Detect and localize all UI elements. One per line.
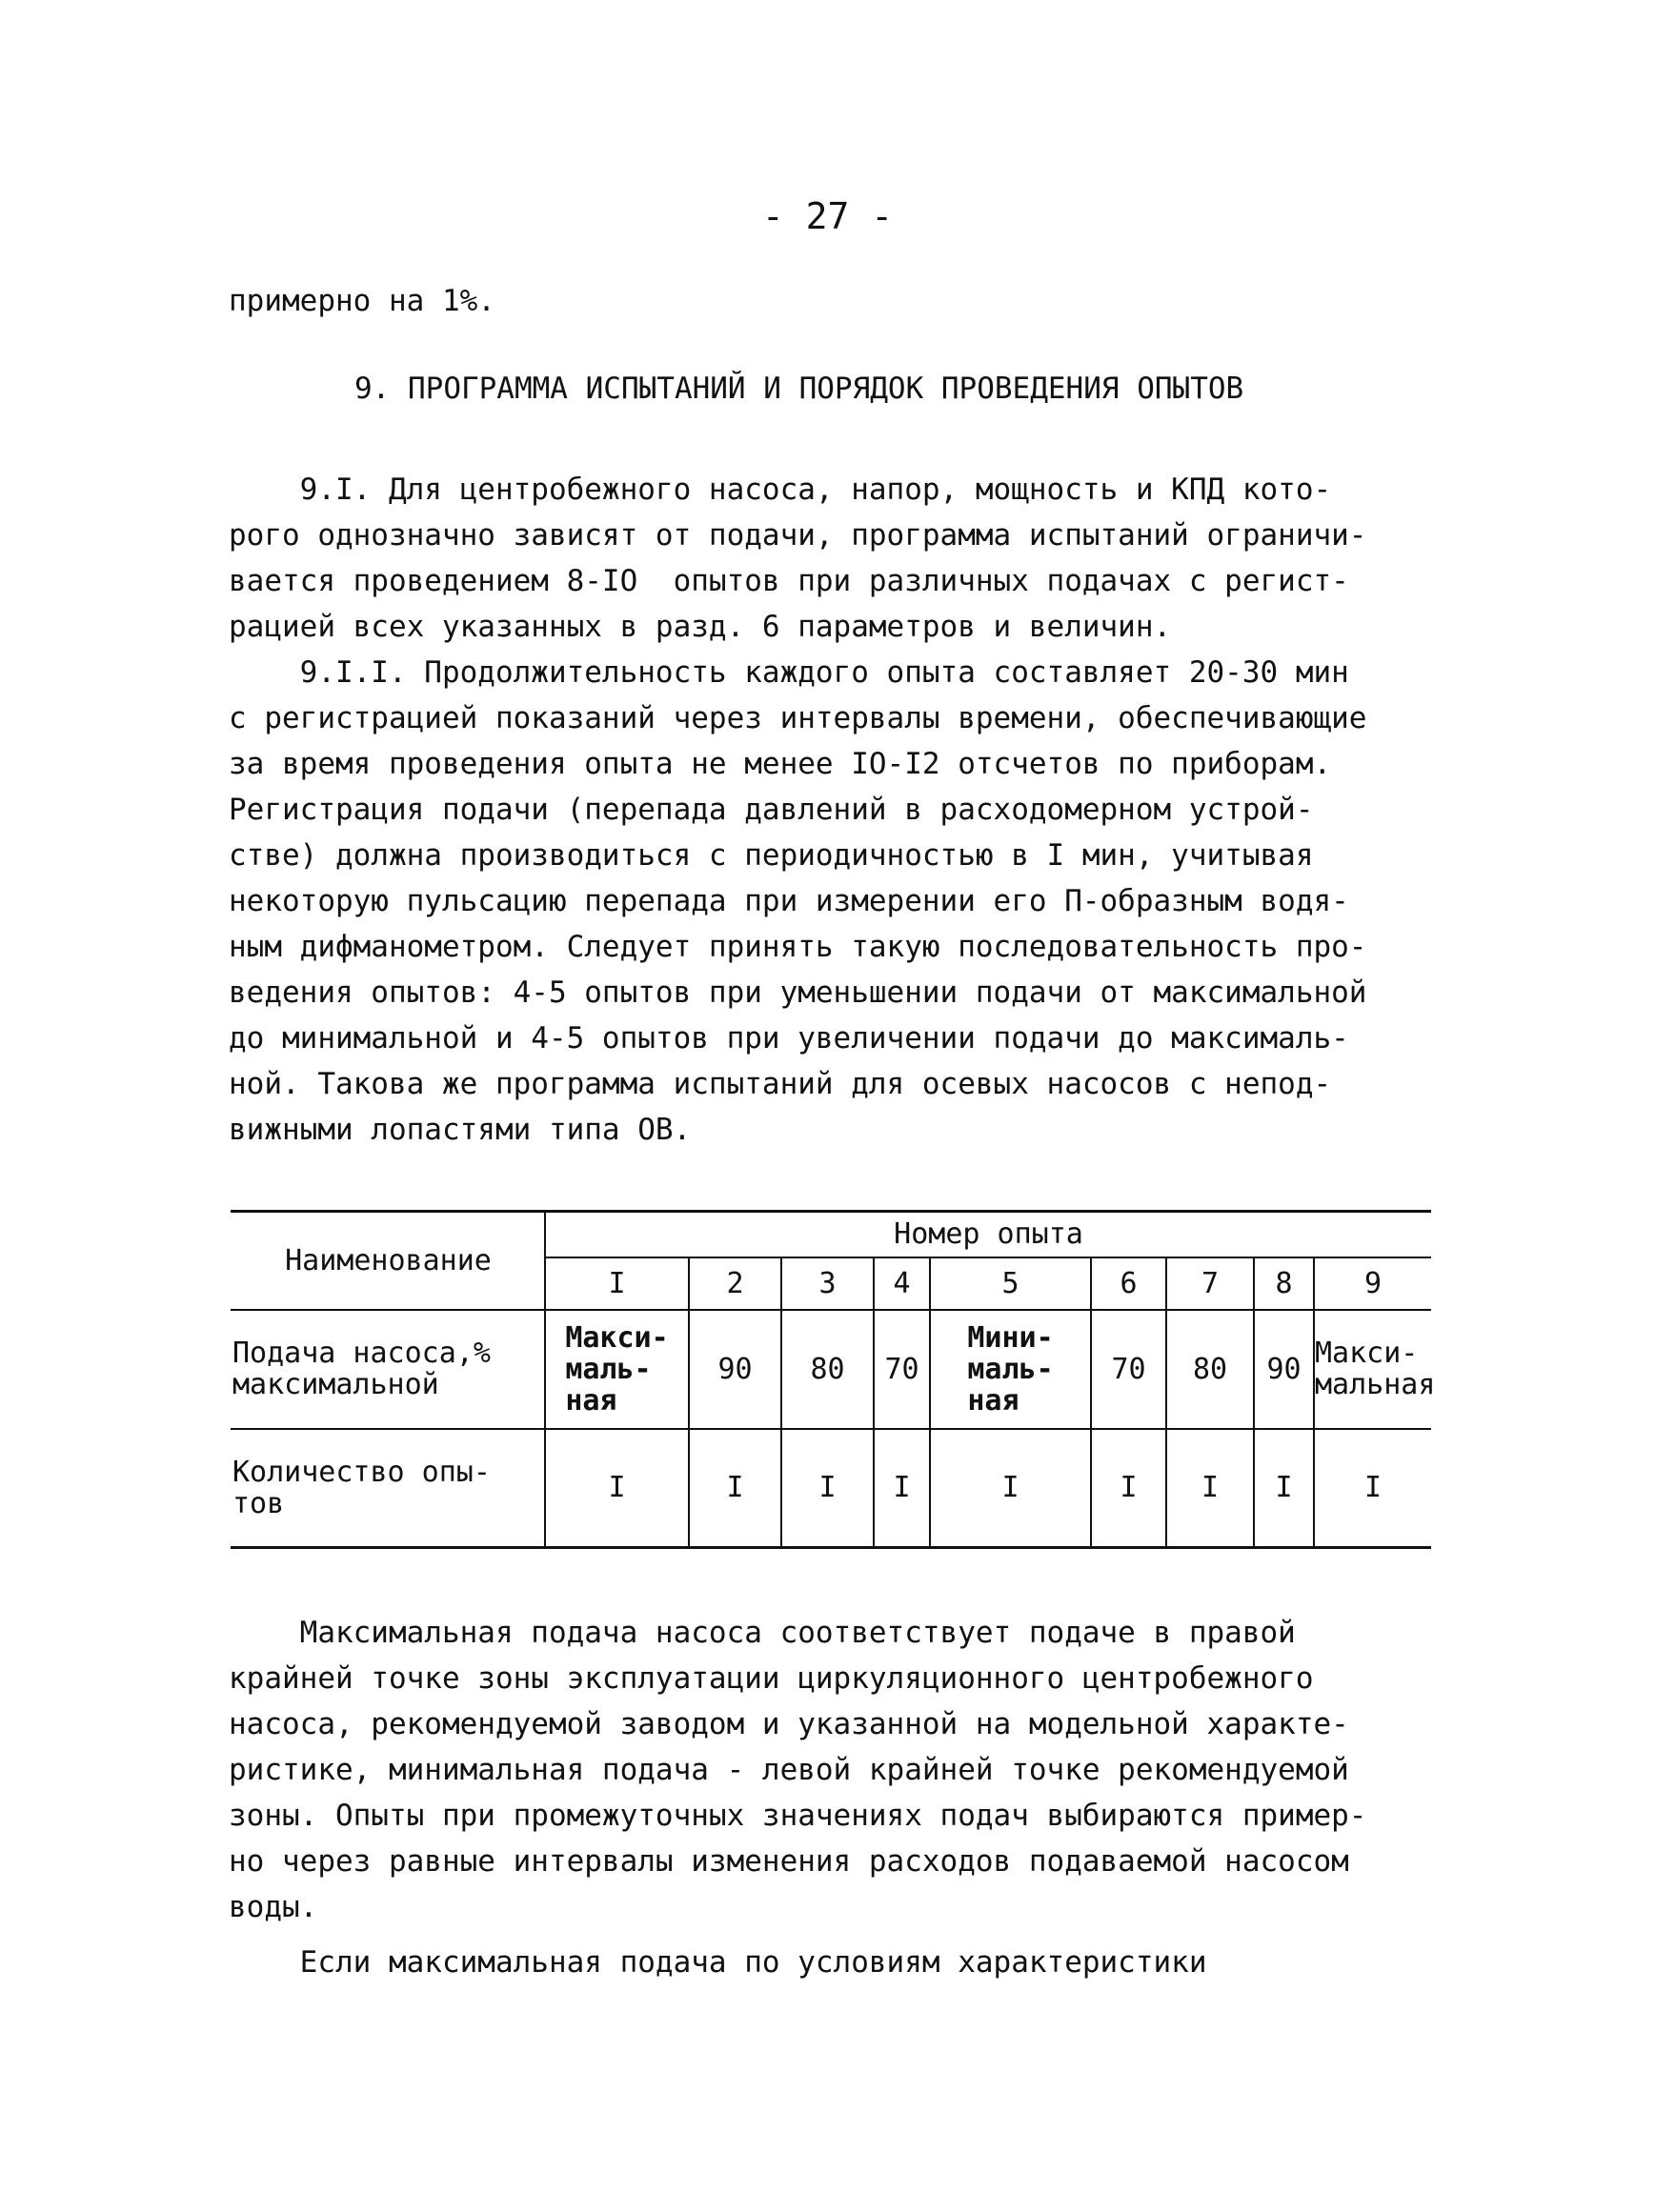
paragraph-after-table-line: Максимальная подача насоса соответствует подаче в правой <box>229 1616 1296 1650</box>
page-number: - 27 - <box>761 195 894 237</box>
experiment-number-cell: 8 <box>1254 1257 1314 1310</box>
paragraph-9-1-1-line: Регистрация подачи (перепада давлений в расходомерном устрой- <box>229 793 1314 827</box>
count-value-cell: I <box>930 1429 1091 1548</box>
paragraph-after-table-line: насоса, рекомендуемой заводом и указанной на модельной характе- <box>229 1707 1349 1741</box>
feed-value-cell: 80 <box>1166 1310 1254 1429</box>
feed-value-cell <box>1314 1310 1436 1429</box>
paragraph-after-table-line: крайней точке зоны эксплуатации циркуляционного центробежного <box>229 1661 1314 1696</box>
paragraph-9-1-line: вается проведением 8-IO опытов при различных подачах с регист- <box>229 564 1349 598</box>
paragraph-after-table-line: воды. <box>229 1890 318 1924</box>
experiment-number-cell: I <box>545 1257 689 1310</box>
paragraph-9-1-line: рого однозначно зависят от подачи, программа испытаний ограничи- <box>229 518 1367 553</box>
experiment-number-cell: 7 <box>1166 1257 1254 1310</box>
paragraph-9-1-1-line: некоторую пульсацию перепада при измерении его П-образным водя- <box>229 884 1349 918</box>
count-row-label-text: Количество опы- тов <box>232 1455 491 1520</box>
experiment-number-header: Номер опыта <box>545 1212 1431 1257</box>
count-value-cell: I <box>781 1429 874 1548</box>
section-heading: 9. ПРОГРАММА ИСПЫТАНИЙ И ПОРЯДОК ПРОВЕДЕНИЯ ОПЫТОВ <box>354 372 1244 406</box>
feed-row-label-text: Подача насоса,% максимальной <box>232 1337 491 1401</box>
paragraph-9-1-line: 9.I. Для центробежного насоса, напор, мощность и КПД кото- <box>229 473 1332 507</box>
experiment-program-table <box>231 1210 1436 1549</box>
experiment-number-cell: 3 <box>781 1257 874 1310</box>
feed-value-cell: 90 <box>1254 1310 1314 1429</box>
paragraph-9-1-1-line: 9.I.I. Продолжительность каждого опыта составляет 20-30 мин <box>229 655 1349 690</box>
paragraph-9-1-1-line: ведения опытов: 4-5 опытов при уменьшении подачи от максимальной <box>229 975 1367 1010</box>
experiment-number-cell: 6 <box>1091 1257 1166 1310</box>
paragraph-9-1-1-line: за время проведения опыта не менее IO-I2 отсчетов по приборам. <box>229 747 1332 781</box>
paragraph-9-1-line: рацией всех указанных в разд. 6 параметров и величин. <box>229 610 1172 644</box>
feed-value-text: Макси- мальная <box>1315 1337 1436 1401</box>
paragraph-9-1-1-line: ной. Такова же программа испытаний для осевых насосов с непод- <box>229 1067 1332 1101</box>
count-value-cell: I <box>1314 1429 1431 1548</box>
feed-value-text: Мини- маль- ная <box>967 1320 1054 1418</box>
intro-line: примерно на 1%. <box>229 284 495 318</box>
experiment-number-cell: 4 <box>874 1257 930 1310</box>
paragraph-9-1-1-line: до минимальной и 4-5 опытов при увеличении подачи до максималь- <box>229 1021 1349 1056</box>
feed-value-text: Макси- маль- ная <box>565 1320 669 1418</box>
name-header: Наименование <box>231 1212 545 1310</box>
paragraph-9-1-1-line: ным дифманометром. Следует принять такую последовательность про- <box>229 930 1367 964</box>
last-line: Если максимальная подача по условиям характеристики <box>229 1945 1207 1980</box>
feed-value-cell: 80 <box>781 1310 874 1429</box>
paragraph-after-table-line: зоны. Опыты при промежуточных значениях подач выбираются пример- <box>229 1799 1367 1833</box>
feed-row-label <box>231 1310 545 1429</box>
experiment-number-cell: 9 <box>1314 1257 1431 1310</box>
feed-value-cell: 90 <box>689 1310 781 1429</box>
count-value-cell: I <box>1166 1429 1254 1548</box>
count-value-cell: I <box>874 1429 930 1548</box>
count-value-cell: I <box>1254 1429 1314 1548</box>
paragraph-9-1-1-line: с регистрацией показаний через интервалы времени, обеспечивающие <box>229 701 1367 735</box>
feed-value-cell <box>930 1310 1091 1429</box>
paragraph-after-table-line: ристике, минимальная подача - левой крайней точке рекомендуемой <box>229 1753 1349 1787</box>
paragraph-9-1-1-line: стве) должна производиться с периодичностью в I мин, учитывая <box>229 838 1314 873</box>
experiment-number-cell: 2 <box>689 1257 781 1310</box>
feed-value-cell <box>545 1310 689 1429</box>
count-value-cell: I <box>1091 1429 1166 1548</box>
count-row-label <box>231 1429 545 1548</box>
paragraph-after-table-line: но через равные интервалы изменения расходов подаваемой насосом <box>229 1844 1349 1879</box>
count-value-cell: I <box>545 1429 689 1548</box>
feed-value-cell: 70 <box>874 1310 930 1429</box>
count-value-cell: I <box>689 1429 781 1548</box>
paragraph-9-1-1-line: вижными лопастями типа ОВ. <box>229 1113 692 1147</box>
feed-value-cell: 70 <box>1091 1310 1166 1429</box>
experiment-number-cell: 5 <box>930 1257 1091 1310</box>
